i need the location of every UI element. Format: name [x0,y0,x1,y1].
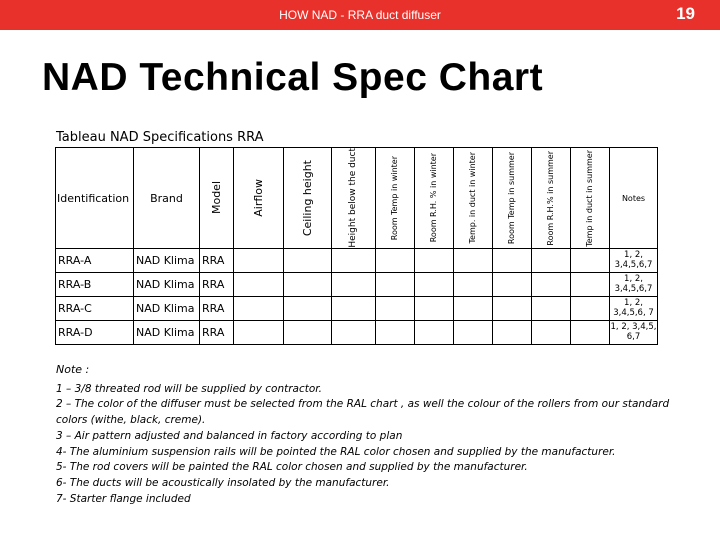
cell-ceiling-height [284,249,332,273]
cell-identification: RRA-A [56,249,134,273]
cell-room-rh-winter [415,273,454,297]
cell-brand: NAD Klima [134,321,200,345]
header-identification: Identification [56,148,134,249]
header-room-temp-winter [376,148,415,249]
cell-temp-in-duct-summer [571,249,610,273]
cell-temp-in-duct-winter [454,273,493,297]
cell-airflow [234,321,284,345]
cell-model: RRA [200,321,234,345]
header-title: HOW NAD - RRA duct diffuser [279,8,441,22]
page-number: 19 [676,4,695,23]
table-row [56,249,658,273]
note-item: 2 – The color of the diffuser must be selected from the RAL chart , as well the colour of the rollers from our standard colors (withe, black, creme). [56,398,670,426]
cell-model: RRA [200,273,234,297]
cell-room-temp-summer [493,297,532,321]
header-room-rh-winter-label: Room R.H. % in winter [428,153,438,243]
cell-height-below-duct [332,249,376,273]
cell-airflow [234,273,284,297]
cell-identification: RRA-C [56,297,134,321]
header-airflow-label: Airflow [251,179,265,217]
cell-airflow [234,297,284,321]
cell-airflow [234,249,284,273]
cell-height-below-duct [332,297,376,321]
cell-temp-in-duct-winter [454,249,493,273]
note-item: 7- Starter flange included [56,492,191,505]
table-row [56,273,658,297]
cell-brand: NAD Klima [134,249,200,273]
top-banner [0,0,720,30]
cell-room-temp-winter [376,297,415,321]
cell-room-rh-winter [415,321,454,345]
cell-room-rh-summer [532,297,571,321]
cell-room-rh-winter [415,249,454,273]
header-room-temp-summer-label: Room Temp in summer [506,151,516,245]
cell-ceiling-height [284,273,332,297]
header-height-below-duct-label: Height below the duct [347,148,358,248]
table-header-row [56,148,658,249]
header-temp-in-duct-winter-label: Temp. in duct in winter [467,152,477,244]
table-caption: Tableau NAD Specifications RRA [56,130,264,145]
cell-identification: RRA-D [56,321,134,345]
header-model-label: Model [209,181,223,215]
cell-identification: RRA-B [56,273,134,297]
header-airflow [234,148,284,249]
spec-table [55,147,658,345]
note-item: 4- The aluminium suspension rails will be pointed the RAL color chosen and supplied by the manufacturer. [56,445,616,458]
cell-room-temp-summer [493,249,532,273]
header-room-rh-winter [415,148,454,249]
header-temp-in-duct-summer [571,148,610,249]
header-brand: Brand [134,148,200,249]
cell-notes: 1, 2, 3,4,5, 6,7 [610,321,658,345]
header-temp-in-duct-winter [454,148,493,249]
cell-room-temp-summer [493,273,532,297]
cell-notes: 1, 2, 3,4,5,6, 7 [610,297,658,321]
cell-room-rh-summer [532,273,571,297]
header-ceiling-height [284,148,332,249]
cell-room-temp-summer [493,321,532,345]
note-item: 5- The rod covers will be painted the RAL color chosen and supplied by the manufacturer. [56,461,528,474]
cell-temp-in-duct-summer [571,273,610,297]
cell-room-temp-winter [376,249,415,273]
header-room-rh-summer-label: Room R.H.% in summer [545,150,555,246]
notes-section [56,362,671,508]
cell-notes: 1, 2, 3,4,5,6,7 [610,249,658,273]
cell-room-rh-summer [532,249,571,273]
header-room-temp-winter-label: Room Temp in winter [389,155,399,241]
cell-ceiling-height [284,297,332,321]
cell-brand: NAD Klima [134,297,200,321]
note-item: 1 – 3/8 threated rod will be supplied by contractor. [56,382,322,395]
header-room-rh-summer [532,148,571,249]
header-ceiling-height-label: Ceiling height [300,159,314,237]
header-temp-in-duct-summer-label: Temp in duct in summer [584,149,594,247]
cell-room-rh-winter [415,297,454,321]
cell-room-temp-winter [376,321,415,345]
cell-temp-in-duct-winter [454,321,493,345]
table-row [56,321,658,345]
cell-temp-in-duct-winter [454,297,493,321]
header-model [200,148,234,249]
table-row [56,297,658,321]
notes-title: Note : [56,363,90,376]
cell-model: RRA [200,249,234,273]
note-item: 6- The ducts will be acoustically insolated by the manufacturer. [56,477,390,489]
header-height-below-duct [332,148,376,249]
cell-height-below-duct [332,273,376,297]
cell-brand: NAD Klima [134,273,200,297]
header-room-temp-summer [493,148,532,249]
cell-room-temp-winter [376,273,415,297]
cell-temp-in-duct-summer [571,321,610,345]
cell-temp-in-duct-summer [571,297,610,321]
cell-height-below-duct [332,321,376,345]
cell-ceiling-height [284,321,332,345]
page-title: NAD Technical Spec Chart [42,56,544,99]
cell-model: RRA [200,297,234,321]
cell-notes: 1, 2, 3,4,5,6,7 [610,273,658,297]
header-notes: Notes [610,148,658,249]
note-item: 3 – Air pattern adjusted and balanced in factory according to plan [56,429,403,442]
cell-room-rh-summer [532,321,571,345]
